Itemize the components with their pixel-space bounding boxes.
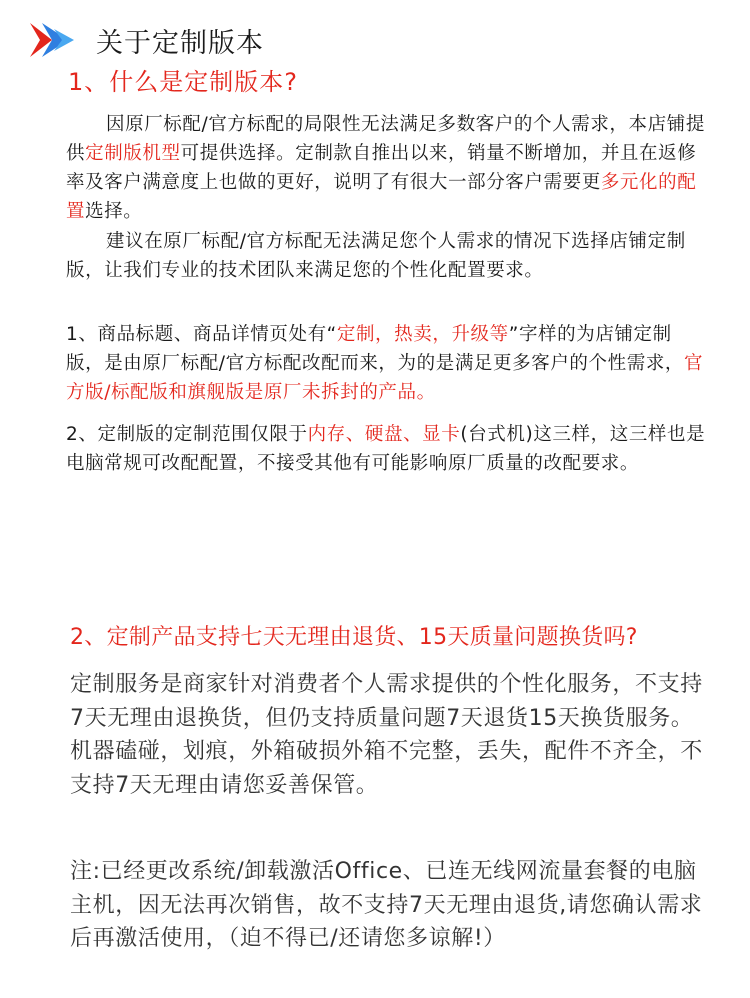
highlight-text: 多元化的配置 <box>66 172 697 222</box>
highlight-text: 定制版机型 <box>85 143 181 164</box>
section1-paragraph-2 <box>66 227 706 285</box>
section1-paragraph-4 <box>66 420 706 478</box>
section1-title: 1、什么是定制版本? <box>68 68 299 96</box>
section1-paragraph-3 <box>66 320 706 407</box>
section1-paragraph-1 <box>66 110 706 226</box>
text: 1、商品标题、商品详情页处有“ <box>66 324 337 345</box>
section2-title: 2、定制产品支持七天无理由退货、15天质量问题换货吗? <box>70 625 638 650</box>
section2-note: 注:已经更改系统/卸载激活Office、已连无线网流量套餐的电脑主机，因无法再次销售，故不支持7天无理由退货,请您确认需求后再激活使用，（迫不得已/还请您多谅解!） <box>70 859 703 951</box>
header <box>30 18 264 62</box>
text: (台式机)这三样，这三样也是电脑常规可改配配置，不接受其他有可能影响原厂质量的改配要求。 <box>66 424 706 474</box>
section2-paragraph-1: 定制服务是商家针对消费者个人需求提供的个性化服务，不支持7天无理由退换货，但仍支持质量问题7天退货15天换货服务。机器磕碰，划痕，外箱破损外箱不完整，丢失，配件不齐全，不支持7天无理由请您妥善保管。 <box>70 672 703 798</box>
text: ”字样的为店铺定制版，是由原厂标配/官方标配改配而来，为的是满足更多客户的个性需求， <box>66 324 685 374</box>
text: 选择。 <box>85 201 143 222</box>
highlight-text: 官方版/标配版和旗舰版是原厂未拆封的产品。 <box>66 353 704 403</box>
page-title: 关于定制版本 <box>96 27 264 59</box>
text: 可提供选择。定制款自推出以来，销量不断增加，并且在返修率及客户满意度上也做的更好，说明了有很大一部分客户需要更 <box>66 143 697 193</box>
chevron-arrow-logo-icon <box>30 21 82 59</box>
text: 2、定制版的定制范围仅限于 <box>66 424 308 445</box>
highlight-text: 内存、硬盘、显卡 <box>307 424 461 445</box>
text: 建议在原厂标配/官方标配无法满足您个人需求的情况下选择店铺定制版，让我们专业的技术团队来满足您的个性化配置要求。 <box>66 231 686 281</box>
text: 因原厂标配/官方标配的局限性无法满足多数客户的个人需求，本店铺提供 <box>66 114 705 164</box>
highlight-text: 定制，热卖，升级等 <box>336 324 509 345</box>
